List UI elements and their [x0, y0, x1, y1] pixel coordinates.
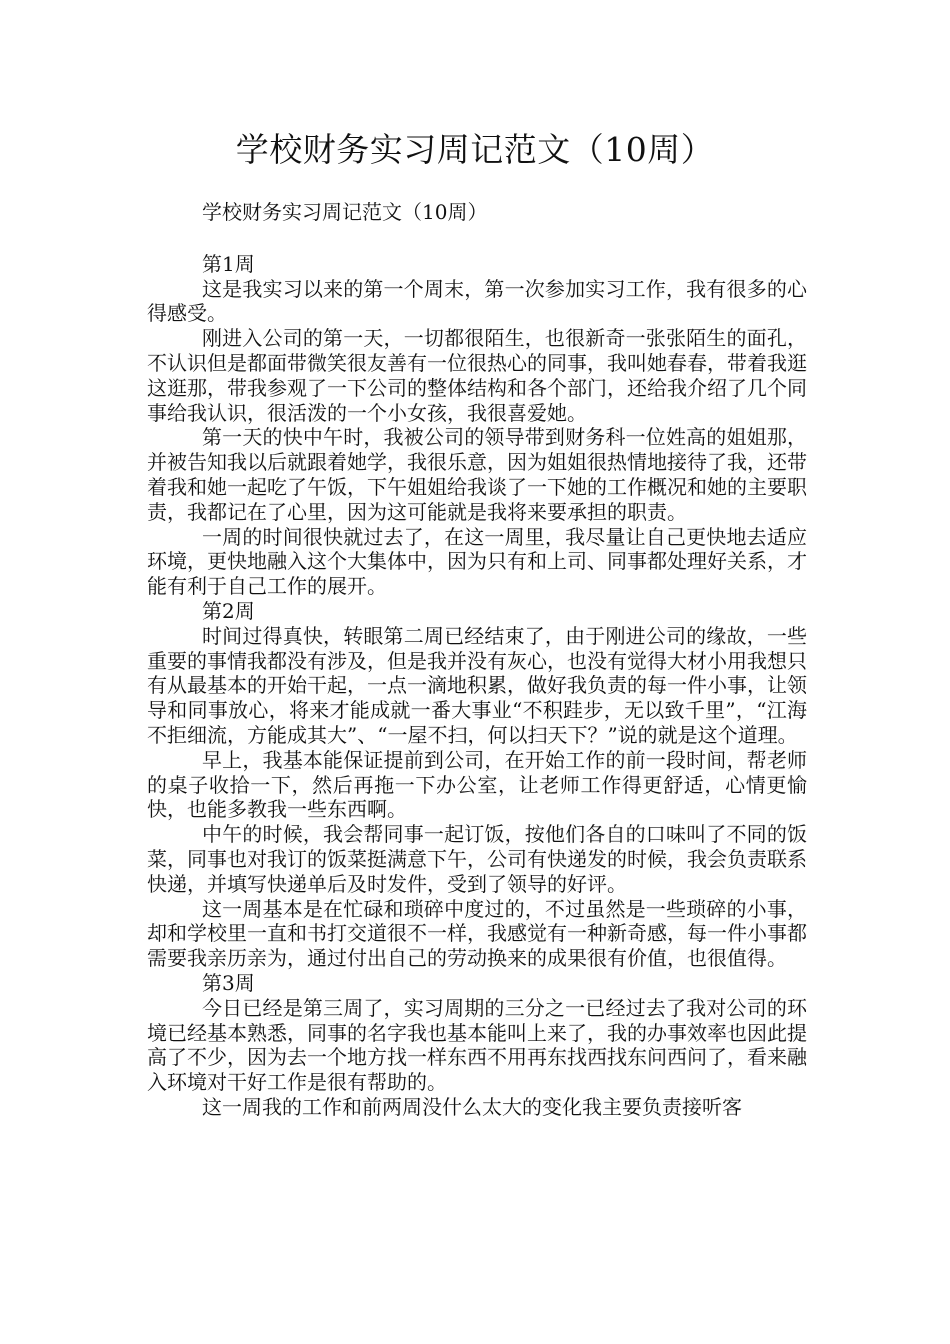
- document-title: 学校财务实习周记范文（10周）: [235, 130, 715, 169]
- week-2-heading: 第2周: [202, 598, 255, 623]
- document-body: [147, 200, 807, 1120]
- paragraph: 这是我实习以来的第一个周末，第一次参加实习工作，我有很多的心得感受。: [147, 276, 807, 326]
- paragraph: 早上，我基本能保证提前到公司，在开始工作的前一段时间，帮老师的桌子收拾一下，然后再拖一下办公室，让老师工作得更舒适，心情更愉快，也能多教我一些东西啊。: [147, 747, 807, 822]
- week-1-heading: 第1周: [202, 251, 255, 276]
- document-subtitle: 学校财务实习周记范文（10周）: [202, 200, 488, 224]
- week-3-heading: 第3周: [202, 970, 255, 995]
- paragraph: 一周的时间很快就过去了，在这一周里，我尽量让自己更快地去适应环境，更快地融入这个大集体中，因为只有和上司、同事都处理好关系，才能有利于自己工作的展开。: [147, 524, 807, 599]
- paragraph: 刚进入公司的第一天，一切都很陌生，也很新奇一张张陌生的面孔，不认识但是都面带微笑很友善有一位很热心的同事，我叫她春春，带着我逛这逛那，带我参观了一下公司的整体结构和各个部门，还给我介绍了几个同事给我认识，很活泼的一个小女孩，我很喜爱她。: [147, 326, 807, 425]
- paragraph: 这一周基本是在忙碌和琐碎中度过的，不过虽然是一些琐碎的小事，却和学校里一直和书打交道很不一样，我感觉有一种新奇感，每一件小事都需要我亲历亲为，通过付出自己的劳动换来的成果很有价值，也很值得。: [147, 896, 807, 971]
- paragraph: 第一天的快中午时，我被公司的领导带到财务科一位姓高的姐姐那，并被告知我以后就跟着她学，我很乐意，因为姐姐很热情地接待了我，还带着我和她一起吃了午饭，下午姐姐给我谈了一下她的工作概况和她的主要职责，我都记在了心里，因为这可能就是我将来要承担的职责。: [147, 425, 807, 524]
- paragraph: 今日已经是第三周了，实习周期的三分之一已经过去了我对公司的环境已经基本熟悉，同事的名字我也基本能叫上来了，我的办事效率也因此提高了不少，因为去一个地方找一样东西不用再东找西找东问西问了，看来融入环境对干好工作是很有帮助的。: [147, 995, 807, 1095]
- paragraph: 时间过得真快，转眼第二周已经结束了，由于刚进公司的缘故，一些重要的事情我都没有涉及，但是我并没有灰心，也没有觉得大材小用我想只有从最基本的开始干起，一点一滴地积累，做好我负责的每一件小事，让领导和同事放心，将来才能成就一番大事业“不积跬步，无以致千里”，“江海不拒细流，方能成其大”、“一屋不扫，何以扫天下？”说的就是这个道理。: [147, 623, 807, 747]
- paragraph: 中午的时候，我会帮同事一起订饭，按他们各自的口味叫了不同的饭菜，同事也对我订的饭菜挺满意下午，公司有快递发的时候，我会负责联系快递，并填写快递单后及时发件，受到了领导的好评。: [147, 822, 807, 896]
- paragraph: 这一周我的工作和前两周没什么太大的变化我主要负责接听客: [202, 1094, 742, 1119]
